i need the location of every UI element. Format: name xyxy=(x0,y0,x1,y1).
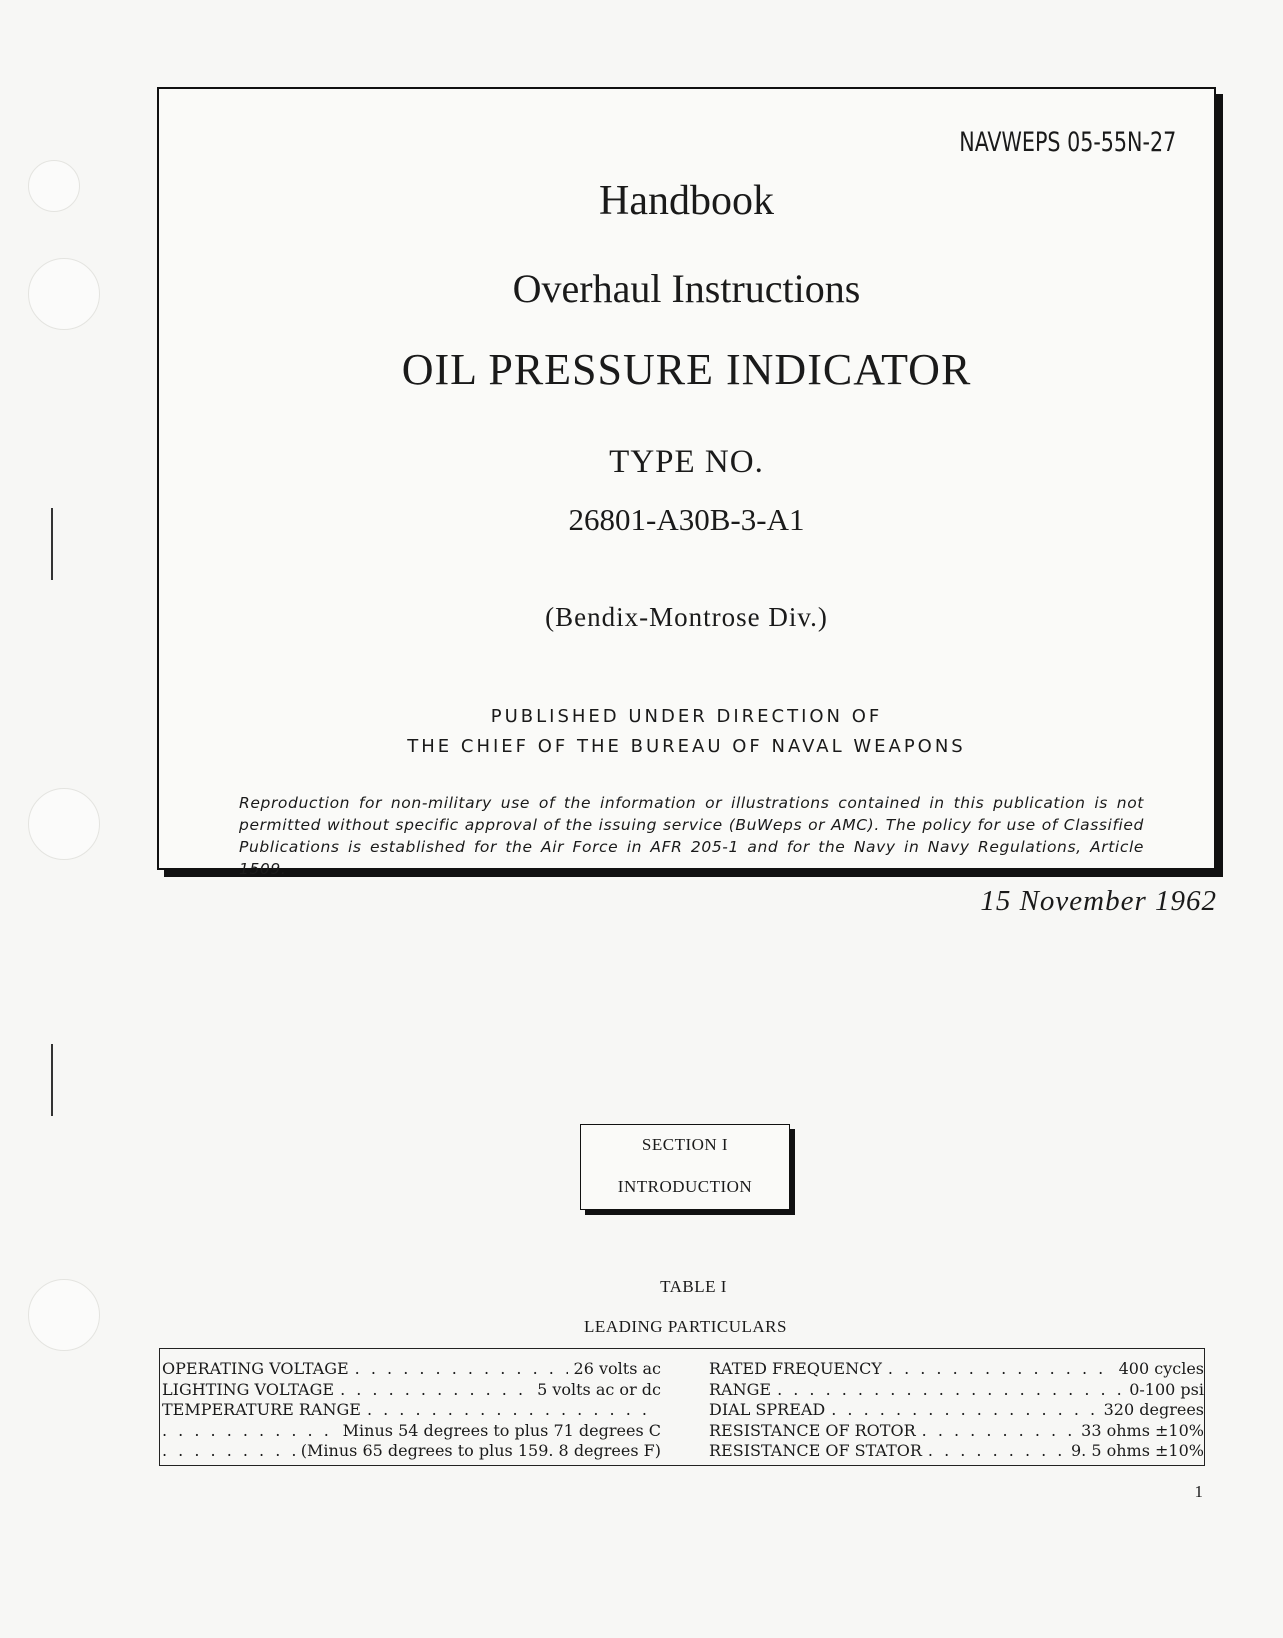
margin-mark xyxy=(51,508,53,580)
table-row xyxy=(709,1441,1204,1462)
margin-mark xyxy=(51,1044,53,1116)
part-number: 26801-A30B-3-A1 xyxy=(568,502,805,537)
leader-dots xyxy=(928,1441,1065,1462)
row-value: (Minus 65 degrees to plus 159. 8 degrees F) xyxy=(300,1441,661,1460)
table-column-right xyxy=(709,1359,1204,1462)
row-label: TEMPERATURE RANGE xyxy=(162,1400,361,1419)
title-handbook: Handbook xyxy=(599,178,774,224)
leader-dots xyxy=(367,1400,655,1421)
manufacturer: (Bendix-Montrose Div.) xyxy=(545,602,828,632)
table-column-left xyxy=(162,1359,661,1462)
table-row xyxy=(162,1421,661,1442)
table-row xyxy=(709,1400,1204,1421)
title-overhaul: Overhaul Instructions xyxy=(512,266,861,311)
leader-dots xyxy=(355,1359,568,1380)
table-row xyxy=(162,1400,661,1421)
row-value: 5 volts ac or dc xyxy=(537,1379,661,1399)
row-label: OPERATING VOLTAGE xyxy=(162,1359,349,1378)
row-label: RANGE xyxy=(709,1379,772,1399)
leader-dots xyxy=(162,1421,337,1442)
cover-box xyxy=(157,87,1216,878)
leader-dots xyxy=(340,1380,531,1401)
row-value: 320 degrees xyxy=(1103,1400,1204,1419)
row-value: 400 cycles xyxy=(1118,1359,1204,1378)
leading-particulars-table xyxy=(159,1348,1205,1466)
section-box xyxy=(580,1124,790,1210)
row-label: RESISTANCE OF ROTOR xyxy=(709,1420,916,1440)
publication-date: 15 November 1962 xyxy=(980,885,1217,917)
reproduction-line: Reproduction for non-military use of the information or illustrations contained in this publication is not xyxy=(239,794,1144,812)
leader-dots xyxy=(777,1380,1123,1401)
row-label: LIGHTING VOLTAGE xyxy=(162,1379,335,1399)
row-label: RESISTANCE OF STATOR xyxy=(709,1441,922,1460)
table-row xyxy=(709,1421,1204,1442)
title-main: OIL PRESSURE INDICATOR xyxy=(401,345,972,394)
section-title: SECTION I xyxy=(641,1135,729,1154)
section-subtitle: INTRODUCTION xyxy=(617,1177,753,1196)
table-caption: TABLE I xyxy=(660,1277,727,1296)
row-value: 33 ohms ±10% xyxy=(1081,1420,1204,1440)
row-value: 0-100 psi xyxy=(1129,1379,1204,1399)
page-number: 1 xyxy=(1194,1482,1203,1501)
row-value: 26 volts ac xyxy=(573,1359,661,1378)
table-row xyxy=(709,1359,1204,1380)
leader-dots xyxy=(888,1359,1113,1380)
type-label: TYPE NO. xyxy=(609,444,764,480)
punch-hole-upper xyxy=(28,258,100,330)
published-line-1: PUBLISHED UNDER DIRECTION OF xyxy=(490,706,883,727)
punch-hole-top xyxy=(28,160,80,212)
punch-hole-middle xyxy=(28,788,100,860)
reproduction-line: Publications is established for the Air Force in AFR 205-1 and for the Navy in Navy Regulations, Article 1509. xyxy=(239,838,1144,878)
reproduction-notice xyxy=(239,792,1144,880)
leader-dots xyxy=(162,1441,295,1462)
table-row xyxy=(162,1380,661,1401)
reproduction-line: permitted without specific approval of the issuing service (BuWeps or AMC). The policy for use of Classified xyxy=(239,816,1144,834)
table-row xyxy=(709,1380,1204,1401)
leader-dots xyxy=(922,1421,1076,1442)
table-title: LEADING PARTICULARS xyxy=(584,1317,787,1336)
row-value: 9. 5 ohms ±10% xyxy=(1071,1441,1204,1460)
row-label: RATED FREQUENCY xyxy=(709,1359,882,1378)
row-label: DIAL SPREAD xyxy=(709,1400,826,1419)
row-value: Minus 54 degrees to plus 71 degrees C xyxy=(342,1420,661,1440)
leader-dots xyxy=(831,1400,1097,1421)
document-number: NAVWEPS 05-55N-27 xyxy=(959,127,1176,158)
table-row xyxy=(162,1359,661,1380)
published-line-2: THE CHIEF OF THE BUREAU OF NAVAL WEAPONS xyxy=(407,736,966,757)
table-row xyxy=(162,1441,661,1462)
